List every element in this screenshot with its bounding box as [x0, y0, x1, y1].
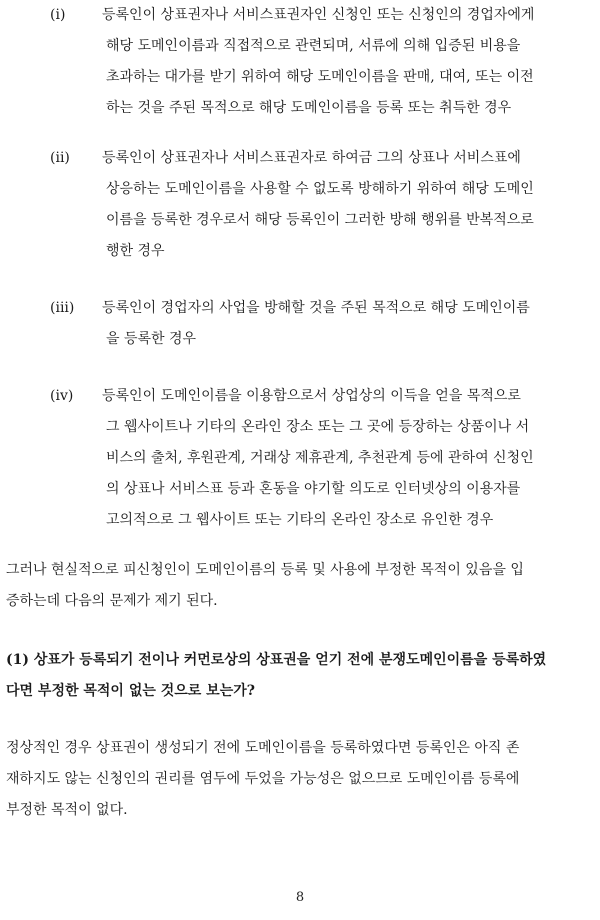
text-line: 이름을 등록한 경우로서 해당 등록인이 그러한 방해 행위를 반복적으로: [106, 212, 534, 228]
text-line: 부정한 목적이 없다.: [6, 802, 128, 818]
list-item-iii: [50, 293, 598, 355]
text-line: 해당 도메인이름과 직접적으로 관련되며, 서류에 의해 입증된 비용을: [106, 38, 521, 54]
text-line: 다면 부정한 목적이 없는 것으로 보는가?: [6, 683, 255, 699]
text-line: 초과하는 대가를 받기 위하여 해당 도메인이름을 판매, 대여, 또는 이전: [106, 69, 534, 85]
intro-paragraph: [6, 555, 594, 617]
list-item-iv: [50, 381, 598, 536]
text-line: 의 상표나 서비스표 등과 혼동을 야기할 의도로 인터넷상의 이용자를: [106, 481, 521, 497]
list-item-number: (iv): [50, 388, 74, 404]
text-line: 하는 것을 주된 목적으로 해당 도메인이름을 등록 또는 취득한 경우: [106, 100, 512, 116]
text-line: 등록인이 상표권자나 서비스표권자로 하여금 그의 상표나 서비스표에: [102, 150, 521, 166]
text-line: 비스의 출처, 후원관계, 거래상 제휴관계, 추천관계 등에 관하여 신청인: [106, 450, 534, 466]
text-line: 증하는데 다음의 문제가 제기 된다.: [6, 593, 218, 609]
text-line: 행한 경우: [106, 243, 165, 259]
list-item-number: (ii): [50, 150, 70, 166]
list-item-number: (iii): [50, 300, 75, 316]
list-item-text: [102, 0, 598, 124]
text-line: 정상적인 경우 상표권이 생성되기 전에 도메인이름을 등록하였다면 등록인은 아직 존: [6, 740, 520, 756]
list-item-i: [50, 0, 598, 124]
text-line: 등록인이 도메인이름을 이용함으로서 상업상의 이득을 얻을 목적으로: [102, 388, 521, 404]
text-line: (1) 상표가 등록되기 전이나 커먼로상의 상표권을 얻기 전에 분쟁도메인이름을 등록하였: [6, 652, 547, 668]
text-line: 고의적으로 그 웹사이트 또는 기타의 온라인 장소로 유인한 경우: [106, 512, 494, 528]
list-item-text: [102, 143, 598, 267]
list-item-ii: [50, 143, 598, 267]
list-item-number: (i): [50, 7, 66, 23]
text-line: 그 웹사이트나 기타의 온라인 장소 또는 그 곳에 등장하는 상품이나 서: [106, 419, 530, 435]
text-line: 재하지도 않는 신청인의 권리를 염두에 두었을 가능성은 없으므로 도메인이름 등록에: [6, 771, 520, 787]
list-item-text: [102, 293, 598, 355]
answer-paragraph: [6, 733, 594, 826]
text-line: 그러나 현실적으로 피신청인이 도메인이름의 등록 및 사용에 부정한 목적이 있음을 입: [6, 562, 524, 578]
text-line: 을 등록한 경우: [106, 331, 197, 347]
text-line: 등록인이 경업자의 사업을 방해할 것을 주된 목적으로 해당 도메인이름: [102, 300, 530, 316]
text-line: 상응하는 도메인이름을 사용할 수 없도록 방해하기 위하여 해당 도메인: [106, 181, 534, 197]
page-number: 8: [295, 890, 305, 905]
list-item-text: [102, 381, 598, 536]
question-heading: [6, 645, 596, 707]
text-line: 등록인이 상표권자나 서비스표권자인 신청인 또는 신청인의 경업자에게: [102, 7, 535, 23]
